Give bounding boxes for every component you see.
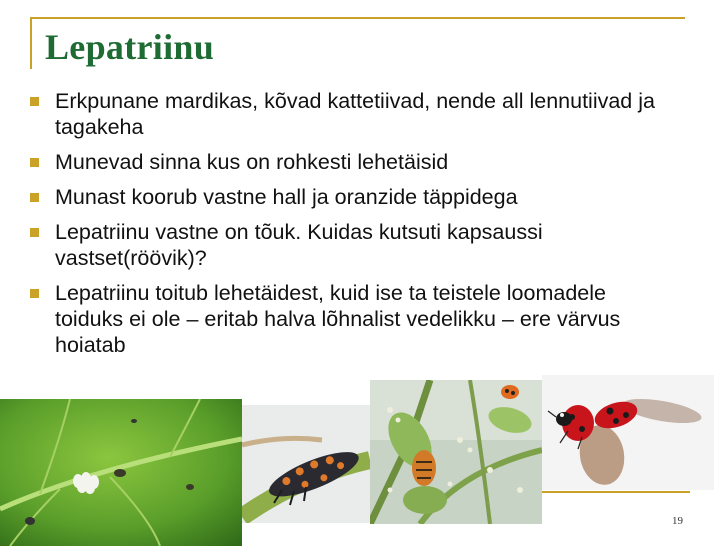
bullet-item <box>30 88 670 140</box>
bullet-marker-icon <box>30 228 39 237</box>
photo-ladybug-larva <box>242 405 370 523</box>
bullet-item <box>30 149 670 175</box>
frame-line-top <box>30 17 685 19</box>
bullet-item <box>30 219 670 271</box>
page-number: 19 <box>672 515 683 527</box>
bullet-marker-icon <box>30 289 39 298</box>
bullet-marker-icon <box>30 193 39 202</box>
photo-ladybug-pupa-aphids <box>370 380 542 524</box>
bullet-marker-icon <box>30 97 39 106</box>
bullet-list <box>30 88 670 367</box>
slide-title: Lepatriinu <box>45 27 215 67</box>
bullet-text: Lepatriinu vastne on tõuk. Kuidas kutsuti kapsaussi vastset(röövik)? <box>55 220 543 270</box>
photo-ladybug-flying <box>542 375 714 490</box>
bullet-text: Erkpunane mardikas, kõvad kattetiivad, nende all lennutiivad ja tagakeha <box>55 89 655 139</box>
bullet-item <box>30 280 670 358</box>
bullet-text: Lepatriinu toitub lehetäidest, kuid ise ta teistele loomadele toiduks ei ole – eritab halva lõhnalist vedelikku – ere värvus hoiatab <box>55 281 621 357</box>
photo-ladybug-eggs <box>0 399 242 546</box>
bullet-text: Munast koorub vastne hall ja oranzide täppidega <box>55 185 518 209</box>
bullet-marker-icon <box>30 158 39 167</box>
frame-line-bottom <box>530 491 690 493</box>
bullet-text: Munevad sinna kus on rohkesti lehetäisid <box>55 150 449 174</box>
bullet-item <box>30 184 670 210</box>
frame-line-left <box>30 17 32 69</box>
